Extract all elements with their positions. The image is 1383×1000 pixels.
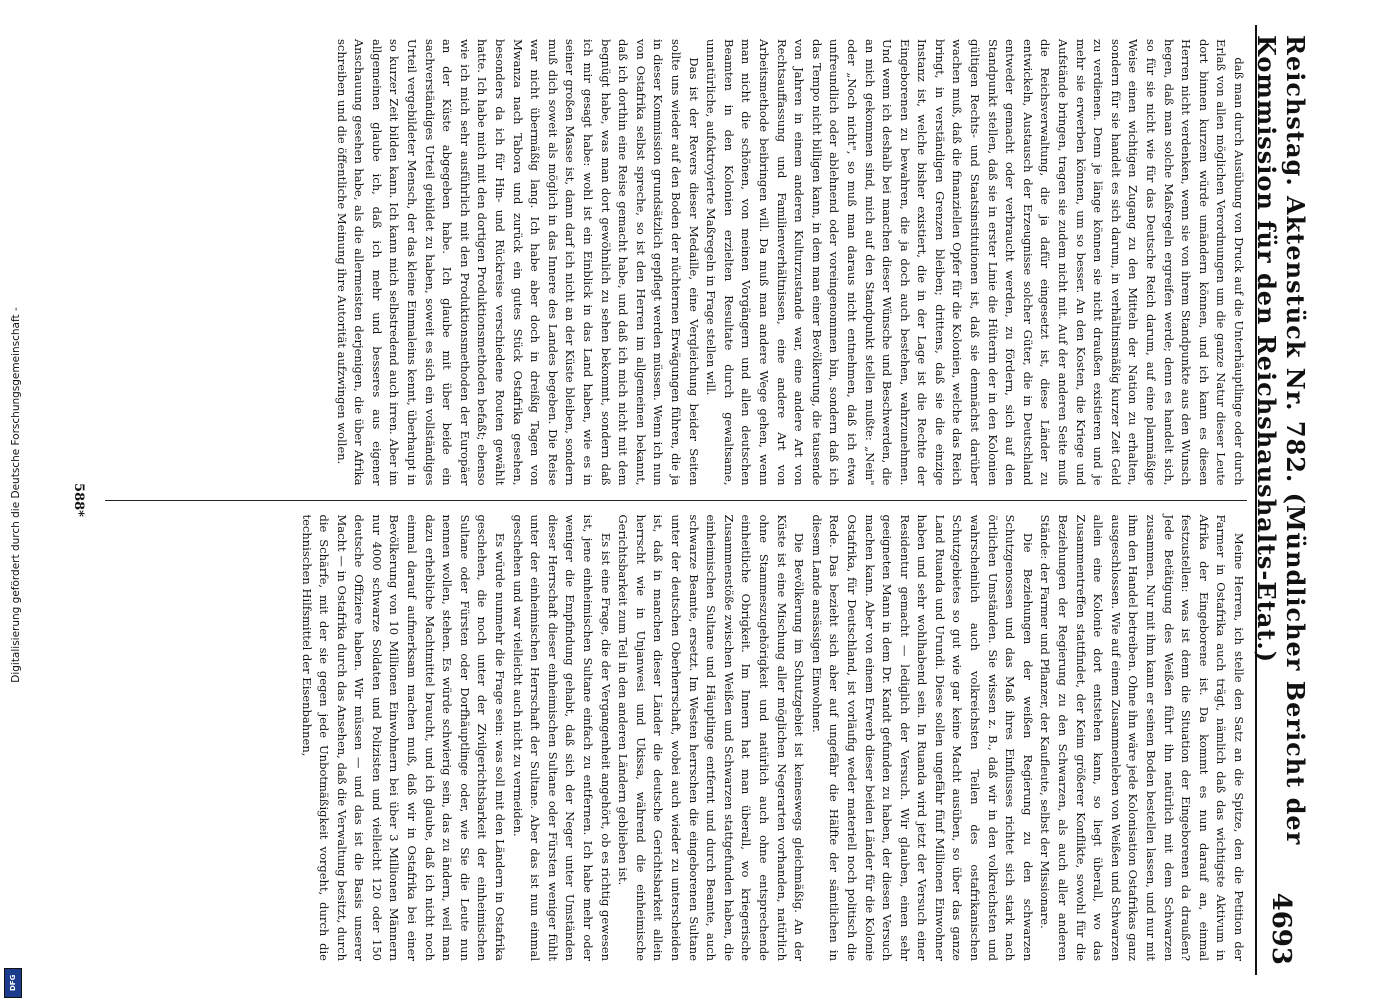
column-right <box>105 500 1247 976</box>
column-left <box>105 25 1247 500</box>
paragraph: Das ist der Revers dieser Medaille, eine Vergleichung beider Seiten sollte uns wieder auf den Boden der nüchternen Erwägungen führen, die ja in dieser Kommission grundsätzlich gepflegt werden müssen. Wenn ich nun von Ostafrika selbst spreche, so ist den Herren im allgemeinen bekannt, daß ich dorthin eine Reise gemacht habe, und daß ich mich nicht mit dem begnügt habe, was man dort gewöhnlich zu sehen bekommt, sondern daß ich mir gesagt habe: wohl ist ein Einblick in das Land haben, wie es in seiner großen Masse ist, dann darf ich nicht an der Küste bleiben, sondern muß dich soweit als möglich in das Innere des Landes begeben. Die Reise war nicht übermäßig lang. Ich habe aber doch in dreißig Tagen von Mwanza nach Tabora und zurück ein gutes Stück Ostafrika gesehen, besonders da ich für Hin- und Rückreise verschiedene Routen gewählt hatte. Ich habe mich mit den dortigen Produktionsmethoden befaßt; ebenso wie ich mich sehr ausführlich mit den Produktionsmethoden der Europäer an der Küste abgegeben habe. Ich glaube mit über beide ein sachverständiges Urteil gebildet zu haben, soweit es sich ein vollständiges Urteil vergebildeter Mensch, der das kleine Einmaleins kennt, überhaupt in so kurzer Zeit bilden kann. Ich kann mich selbstredend auch irren. Aber im allgemeinen glaube ich, daß ich mehr und besseres aus eigener Anschauung gesehen habe, als die allermeisten derjenigen, die über Afrika schreiben und die öffentliche Meinung ihre Autorität aufzwingen wollen. <box>334 39 701 486</box>
header-page-number: 4693 <box>1266 892 1296 965</box>
page-header <box>1252 25 1310 975</box>
paragraph: daß man durch Ausübung von Druck auf die Unterhäuptlinge oder durch Erlaß von allen möglichen Verordnungen um die ganze Natur dieser Leute dort binnen kurzem würde umändern können, und ich kann es diesen Herren nicht verdenken, wenn sie von ihrem Standpunkte aus den Wunsch hegen, daß man solche Maßregeln ergreifen werde; denn es handelt sich, so für sie nicht wie für das Deutsche Reich darum, auf eine planmäßige Weise einen wichtigen Zugang zu den Mitteln der Nation zu erhalten, sondern für sie handelt es sich darum, in verhältnismäßig kurzer Zeit Geld zu verdienen. Denn je länge können sie nicht draußen existieren und je mehr sie erwerben können, um so besser. An den Kosten, die Kriege und Aufstände bringen, tragen sie zudem nicht mit. Auf der anderen Seite muß die Reichsverwaltung, die ja dafür eingesetzt ist, diese Länder zu entwickeln, Austausch der Erzeugnisse solcher Güter, die in Deutschland entweder gemacht oder verbraucht werden, zu fördern, sich auf den Standpunkt stellen, daß sie in erster Linie die Hüterin der in den Kolonien gültigen Rechts- und Staatsinstitutionen ist, daß sie demnächst darüber wachen muß, daß die finanziellen Opfer für die Kolonien, welche das Reich bringt, in verständigen Grenzen bleiben; drittens, daß sie die einzige Instanz ist, welche bisher existiert, die in der Lage ist die Rechte der Eingeborenen zu bewahren, die ja doch auch bestehen, wahrzunehmen. Und wenn ich deshalb bei manchen dieser Wünsche und Beschwerden, die an mich gekommen sind, mich auf den Standpunkt stellen mußte: „Nein" oder „Noch nicht", so muß man daraus nicht entnehmen, daß ich etwa unfreundlich oder ablehnend oder voreingenommen bin, sondern daß ich das Tempo nicht billigen kann, in dem man einer Bevölkerung, die tausende von Jahren in einem anderen Kulturzustande war, eine andere Art von Rechtsauffassung und Familienverhältnissen, eine andere Art von Arbeitsmethode beibringen will. Da muß man andere Wege gehen, wenn man nicht die schönen, von meinen Vorgängern und allen deutschen Beamten in den Kolonien erzielten Resultate durch gewaltsame, unnatürliche, aufoktroyierte Maßregeln in Frage stellen will. <box>704 39 1246 486</box>
page-mark: 588* <box>71 483 86 517</box>
paragraph: Meine Herren, ich stelle den Satz an die Spitze, den die Petition der Farmer in Ostafrika auch trägt, nämlich daß das wichtigste Aktivum in Afrika der Eingeborene ist. Da kommt es nun darauf an, einmal festzustellen: was ist denn die Situation der Eingeborenen da draußen? Jede Betätigung des Weißen führt ihn natürlich mit dem Schwarzen zusammen. Nur mit ihm kann er seinen Boden bestellen lassen, und nur mit ihm den Handel betreiben. Ohne ihn wäre jede Kolonisation Ostafrikas ganz ausgeschlossen. Wie auf einem Zusammenleben von Weißen und Schwarzen allein eine Kolonie dort entstehen kann, so liegt überall, wo das Zusammentreffen stattfindet, der Keim größerer Konflikte, sowohl für die Beziehungen der Regierung zu den Schwarzen, als auch aller anderen Stände: der Farmer und Pflanzer, der Kaufleute, selbst der Missionare. <box>1038 514 1246 962</box>
digitization-note-text: Digitalisierung gefördert durch die Deutsche Forschungsgemeinschaft - <box>10 307 22 683</box>
paragraph: Die Beziehungen der weißen Regierung zu den schwarzen Schutzgenossen und das Maß ihres Einflusses richtet sich stark nach örtlichen Umständen. Sie wissen z. B., daß wir in den volkreichsten und wahrscheinlich auch volkreichsten Teilen des ostafrikanischen Schutzgebietes so gut wie gar keine Macht ausüben, so über das ganze Land Ruanda und Urundi. Diese sollen ungefähr fünf Millionen Einwohner haben und sehr wohlhabend sein. In Ruanda wird jetzt der Versuch einer Residentur gemacht — lediglich der Versuch. Wir glauben, einen sehr geeigneten Mann in dem Dr. Kandt gefunden zu haben, der diesen Versuch machen kann. Aber von einem Erwerb dieser beiden Länder für die Kolonie Ostafrika, für Deutschland, ist vorläufig weder materiell noch politisch die Rede. Das bezieht sich aber auf ungefähr die Hälfte der sämtlichen in diesem Lande ansässigen Einwohner. <box>809 514 1035 961</box>
dfg-logo: DFG <box>4 968 22 998</box>
text-columns <box>105 25 1247 975</box>
rotated-page <box>65 25 1310 975</box>
paragraph: Es würde nunmehr die Frage sein: was soll mit den Ländern in Ostafrika geschehen, die noch unter der Zivilgerichtsbarkeit der einheimischen Sultane oder Fürsten oder Dorfhäuptlinge oder, wie Sie die Leute nun nennen wollen, stehen. Es würde schwierig sein, das zu ändern, weil man dazu erhebliche Machtmittel braucht, und ich glaube, daß ich nicht noch einmal darauf aufmerksam machen muß, daß wir in Ostafrika bei einer Bevölkerung von 10 Millionen Einwohnern bei über 3 Millionen Männern nur 4000 schwarze Soldaten und Polizisten und vielleicht 120 oder 150 deutsche Offiziere haben. Wir müssen — und das ist die Basis unserer Macht — in Ostafrika durch das Ansehen, daß die Verwaltung besitzt, durch die Schärfe, mit der sie gegen jede Unbotmäßigkeit vorgeht, durch die technischen Hilfsmittel der Eisenbahnen, <box>299 514 508 961</box>
digitization-note <box>0 0 26 1000</box>
paragraph: Es ist eine Frage, die der Vergangenheit angehört, ob es richtig gewesen ist, jene einheimischen Sultane einfach zu entfernen. Ich habe mehr oder weniger die Empfindung gehabt, daß sich der Neger unter Umständen dieser Herrschaft dieser einheimischen Sultane oder Fürsten weniger fühlt unter der einheimischen Herrschaft der Sultane. Aber das ist nun einmal geschehen und war vielleicht auch nicht zu vermeiden. <box>510 514 613 961</box>
header-title: Reichstag. Aktenstück Nr. 782. (Mündlicher Bericht der Kommission für den Reichshaushalts-Etat.) <box>1252 35 1310 846</box>
paragraph: Die Bevölkerung im Schutzgebiet ist keineswegs gleichmäßig. An der Küste ist eine Mischung aller möglichen Negerarten vorhanden, natürlich ohne Stammeszugehörigkeit und natürlich auch ohne entsprechende einheitliche Obrigkeit. Im Innern hat man überall, wo kriegerische Zusammenstöße zwischen Weißen und Schwarzen stattgefunden haben, die einheimischen Sultane und Häuptlinge entfernt und durch Beamte, auch schwarze Beamte, ersetzt. Im Westen herrschen die eingeborenen Sultane unter der deutschen Oberherrschaft, wobei auch wieder zu unterscheiden ist, daß in manchen dieser Länder die deutsche Gerichtsbarkeit allein herrscht wie in Unjanwesi und Ukissa, während die einheimische Gerichtsbarkeit zum Teil in den anderen Ländern geblieben ist. <box>616 514 807 961</box>
